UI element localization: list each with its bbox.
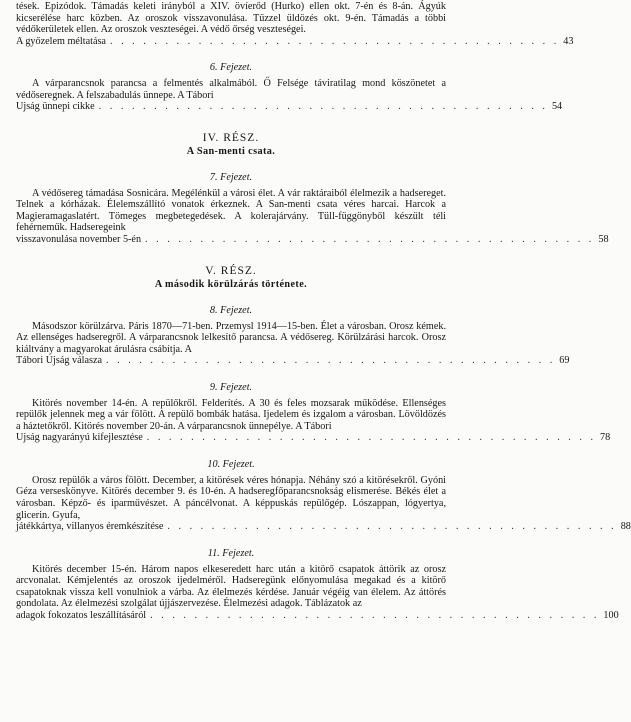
toc-entry (16, 320, 570, 367)
toc-entry-text: tések. Epizódok. Támadás keleti irányból a XIV. övíerőd (Hurko) ellen okt. 7-én és 8-án. Ágyúk kicserélése harc közben. Az oroszok visszavonulása. Tűzzel üldözés okt. 9-én. Támadás a többi védőkerületek ellen. Az oroszok veszteségei. A védő őrség veszteségei. (16, 1, 446, 36)
dot-leader: . . . . . . . . . . . . . . . . . . . . . . . . . . . . . . . . . . . . . . . . . (167, 521, 617, 533)
part-title: A második körülzárás története. (154, 278, 308, 290)
toc-leader-line: Tábori Ujság válasza . . . . . . . . . . . . . . . . . . . . . . . . . . . . . . . . . . . . . . . . . 69 (16, 355, 570, 367)
dot-leader: . . . . . . . . . . . . . . . . . . . . . . . . . . . . . . . . . . . . . . . . . (145, 234, 595, 246)
chapter-heading: 11. Fejezet. (207, 547, 255, 559)
toc-entry (16, 78, 563, 113)
toc-leader-line: Ujság ünnepi cikke . . . . . . . . . . . . . . . . . . . . . . . . . . . . . . . . . . . . . . . . . 54 (16, 101, 563, 113)
part-title: A San-menti csata. (186, 145, 276, 157)
toc-leader-line: játékkártya, villanyos éremkészítése . . . . . . . . . . . . . . . . . . . . . . . . . . . . . . . . . . . . . . . . . 88 (16, 521, 631, 533)
page-number: 88 (620, 521, 631, 533)
dot-leader: . . . . . . . . . . . . . . . . . . . . . . . . . . . . . . . . . . . . . . . . . (98, 101, 548, 113)
page-number: 100 (603, 609, 619, 621)
toc-entry-text: Kitörés november 14-én. A repülőkről. Felderítés. A 30 és feles mozsarak működése. Ellenséges repülők jelennek meg a vár fölött. A repülő bombák hatása. Ijedelem és izgalom a városban. Lövöldözés a háztetőkről. Kitörés november 20-án. A várparancsnok ünnepélye. A Tábori (16, 397, 446, 432)
toc-entry (16, 187, 609, 246)
chapter-heading: 9. Fejezet. (209, 381, 253, 393)
toc-leader-line: Ujság nagyarányú kifejlesztése . . . . . . . . . . . . . . . . . . . . . . . . . . . . . . . . . . . . . . . . . 78 (16, 432, 611, 444)
toc-entry-text: Másodszor körülzárva. Páris 1870—71-ben. Przemysl 1914—15-ben. Élet a városban. Orosz kémek. Az ellenséges hadseregről. A várparancsnok lelkesítő parancsa. A védősereg. Körülzárási harcok. Orosz kiáltvány a magyarokat árulásra csábítja. A (16, 320, 446, 355)
dot-leader: . . . . . . . . . . . . . . . . . . . . . . . . . . . . . . . . . . . . . . . . . (146, 432, 597, 444)
toc-entry-text: A várparancsnok parancsa a felmentés alkalmából. Ő Felsége táviratilag mond köszönetet a védőseregnek. A felszabadulás ünnepe. A Tábori (16, 78, 446, 101)
toc-entry (16, 563, 619, 622)
toc-leader-line: visszavonulása november 5-én . . . . . . . . . . . . . . . . . . . . . . . . . . . . . . . . . . . . . . . . . 58 (16, 234, 609, 246)
part-number: V. RÉSZ. (205, 264, 257, 277)
toc-entry-text: Kitörés december 15-én. Három napos elkeseredett harc után a kitörő csapatok áttörik az orosz arcvonalat. Kémjelentés az oroszok ijedelméről. Hadseregünk előnyomulása megakad és a kitörő csapatoknak vissza kell vonulniok a várba. Az élelmezés kérdése. Január végéig van élelem. Az áttörés gondolata. Az élelmezési szolgálat újjászervezése. Élelmezési adagok. Táblázatok az (16, 563, 446, 610)
toc-entry-text: Orosz repülők a város fölött. December, a kitörések véres hónapja. Néhány szó a kitörésekről. Gyóni Géza verseskönyve. Kitörés december 9. és 10-én. A hadseregfőparancsnokság elismerése. Békés élet a városban. Képző- és iparművészet. A páncélvonat. A képpuskás repülőgép. Lószappan, lógyertya, glicerin. Gyufa, (16, 474, 446, 521)
chapter-heading: 8. Fejezet. (209, 304, 253, 316)
page-number: 78 (600, 432, 611, 444)
page-number: 43 (563, 35, 574, 47)
toc-entry-text: A védősereg támadása Sosnicára. Megélénkül a városi élet. A vár raktáraiból élelmezik a hadsereget. Telnek a kórházak. Élelemszállító vonatok érkeznek. A San-menti csata véres harcai. Harcok a Magieramagaslatért. Tömeges megbetegedések. A kolerajárvány. Tüll-függönyből készült téli fehérneműk. Hadseregeink (16, 187, 446, 234)
page-number: 69 (559, 355, 570, 367)
chapter-heading: 7. Fejezet. (209, 171, 253, 183)
toc-entry (16, 397, 611, 444)
dot-leader: . . . . . . . . . . . . . . . . . . . . . . . . . . . . . . . . . . . . . . . . . (150, 609, 600, 621)
toc-leader-line: A győzelem méltatása . . . . . . . . . . . . . . . . . . . . . . . . . . . . . . . . . . . . . . . . . 43 (16, 35, 574, 47)
chapter-heading: 10. Fejezet. (207, 458, 255, 470)
dot-leader: . . . . . . . . . . . . . . . . . . . . . . . . . . . . . . . . . . . . . . . . . (109, 35, 560, 47)
dot-leader: . . . . . . . . . . . . . . . . . . . . . . . . . . . . . . . . . . . . . . . . . (106, 355, 556, 367)
chapter-heading: 6. Fejezet. (209, 62, 253, 74)
toc-entry (16, 474, 631, 533)
page-number: 58 (598, 234, 609, 246)
page-number: 54 (551, 101, 563, 113)
toc-leader-line: adagok fokozatos leszállításáról . . . . . . . . . . . . . . . . . . . . . . . . . . . . . . . . . . . . . . . . . 100 (16, 609, 619, 621)
toc-entry (16, 0, 574, 47)
part-number: IV. RÉSZ. (202, 131, 260, 144)
